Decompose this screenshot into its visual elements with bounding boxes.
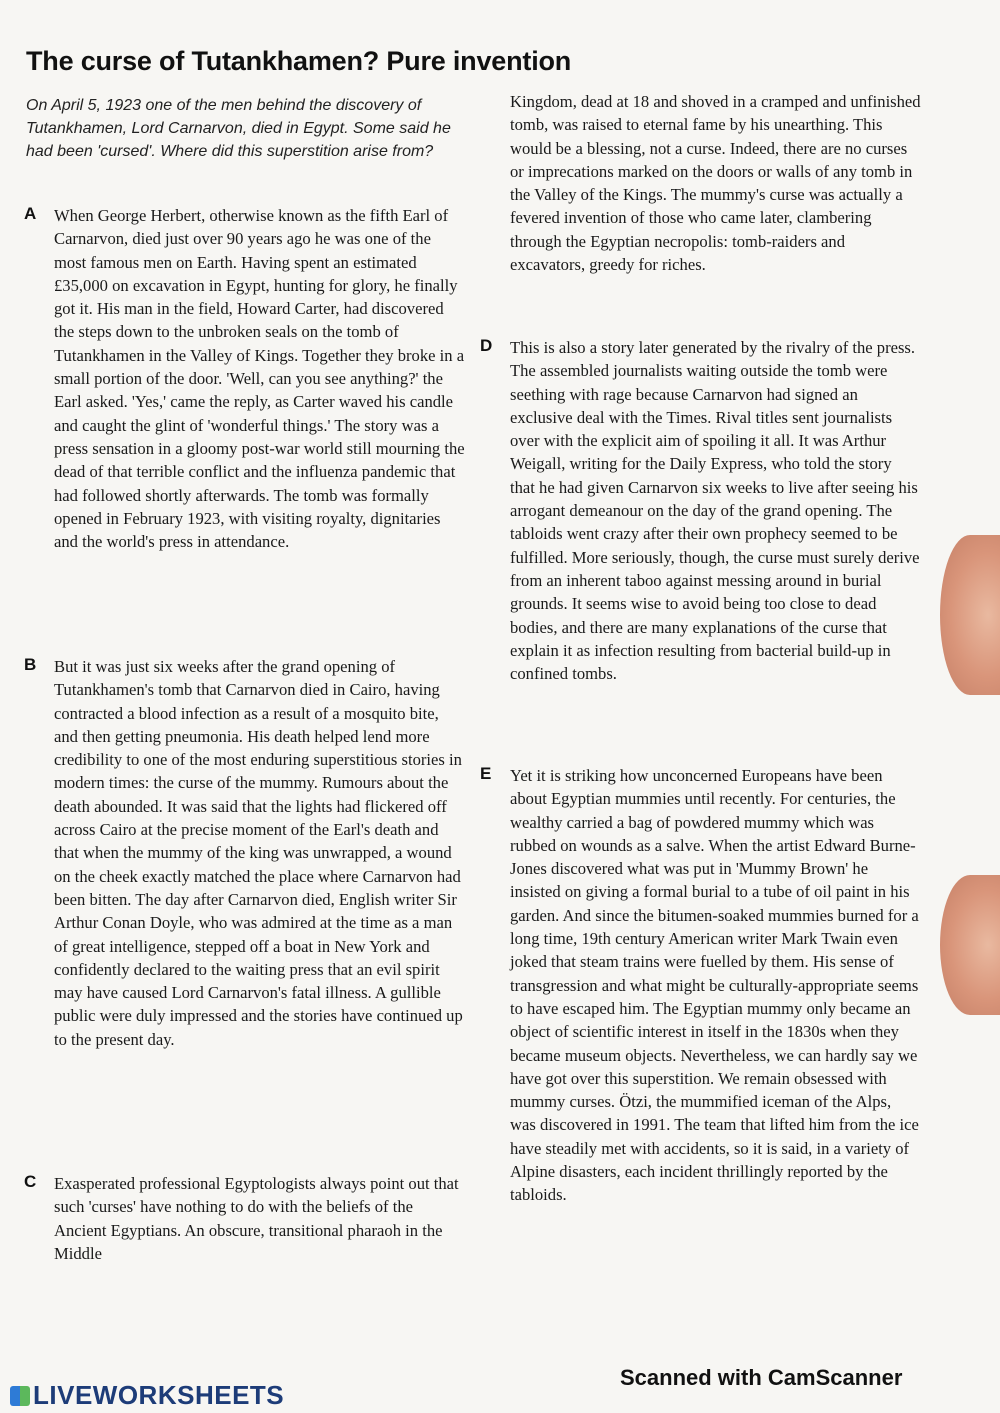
paragraph-text: Exasperated professional Egyptologists always point out that such 'curses' have nothing to do with the beliefs of the Ancient Egyptians. An obscure, transitional pharaoh in the Middle — [54, 1174, 459, 1263]
paragraph-text: Yet it is striking how unconcerned Europeans have been about Egyptian mummies until recently. For centuries, the wealthy carried a bag of powdered mummy which was rubbed on wounds as a salve. When the artist Edward Burne-Jones discovered what was put in 'Mummy Brown' he insisted on giving a formal burial to a tube of oil paint in his garden. And since the bitumen-soaked mummies burned for a long time, 19th century American writer Mark Twain even joked that steam trains were fuelled by them. His sense of transgression and what might be culturally-appropriate seems to have escaped him. The Egyptian mummy only became an object of scientific interest in itself in the 1830s when they became museum objects. Nevertheless, we can hardly say we have got over this superstition. We remain obsessed with mummy curses. Ötzi, the mummified iceman of the Alps, was discovered in 1991. The team that lifted him from the ice have steadily met with accidents, so it is said, in a variety of Alpine disasters, each incident thrillingly reported by the tabloids. — [510, 766, 919, 1205]
paragraph-letter: D — [480, 336, 493, 355]
paragraph-letter: B — [24, 655, 37, 674]
paragraph-text: This is also a story later generated by the rivalry of the press. The assembled journalists waiting outside the tomb were seething with rage because Carnarvon had signed an exclusive deal with the Times. Rival titles sent journalists over with the explicit aim of spoiling it all. It was Arthur Weigall, writing for the Daily Express, who told the story that he had given Carnarvon six weeks to live after seeing his arrogant demeanour on the day of the grand opening. The tabloids went crazy after their own prophecy seemed to be fulfilled. More seriously, though, the curse must surely derive from an inherent taboo against messing around in burial grounds. It seems wise to avoid being too close to dead bodies, and there are many explanations of the curse that explain it as infection resulting from bacterial build-up in confined tombs. — [510, 338, 920, 684]
liveworksheets-logo-icon — [10, 1386, 30, 1406]
paragraph-letter: C — [24, 1172, 37, 1191]
paragraph-text: When George Herbert, otherwise known as the fifth Earl of Carnarvon, died just over 90 years ago he was one of the most famous men on Earth. Having spent an estimated £35,000 on excavation in Egypt, hunting for glory, he finally got it. His man in the field, Howard Carter, had discovered the steps down to the unbroken seals on the tomb of Tutankhamen in the Valley of Kings. Together they broke in a small portion of the door. 'Well, can you see anything?' the Earl asked. 'Yes,' came the reply, as Carter waved his candle and caught the glint of 'wonderful things.' The story was a press sensation in a gloomy post-war world still mourning the dead of that terrible conflict and the influenza pandemic that had followed shortly afterwards. The tomb was formally opened in February 1923, with visiting royalty, dignitaries and the world's press in attendance. — [54, 206, 465, 552]
paragraph-letter: E — [480, 764, 492, 783]
paragraph-text: But it was just six weeks after the grand opening of Tutankhamen's tomb that Carnarvon died in Cairo, having contracted a blood infection as a result of a mosquito bite, and then getting pneumonia. His death helped lend more credibility to one of the most enduring superstitious stories in modern times: the curse of the mummy. Rumours about the death abounded. It was said that the lights had flickered off across Cairo at the precise moment of the Earl's death and that when the mummy of the king was unwrapped, a wound on the cheek exactly matched the place where Carnarvon had been bitten. The day after Carnarvon died, English writer Sir Arthur Conan Doyle, who was admired at the time as a man of great intelligence, stepped off a boat in New York and confidently declared to the waiting press that an evil spirit may have caused Lord Carnarvon's fatal illness. A gullible public were duly impressed and the stories have continued up to the present day. — [54, 657, 463, 1049]
article-title: The curse of Tutankhamen? Pure invention — [26, 46, 572, 76]
brand-label: LIVEWORKSHEETS — [33, 1380, 285, 1410]
scanner-watermark: Scanned with CamScanner — [620, 1365, 903, 1390]
liveworksheets-logo — [10, 1380, 284, 1411]
scanner-thumb-bottom — [940, 875, 1000, 1015]
paragraph-letter: A — [24, 204, 37, 223]
article-intro: On April 5, 1923 one of the men behind the discovery of Tutankhamen, Lord Carnarvon, died in Egypt. Some said he had been 'cursed'. Where did this superstition arise from? — [26, 97, 451, 160]
paragraph-text: Kingdom, dead at 18 and shoved in a cramped and unfinished tomb, was raised to eternal fame by his unearthing. This would be a blessing, not a curse. Indeed, there are no curses or imprecations marked on the doors or walls of any tomb in the Valley of the Kings. The mummy's curse was actually a fevered invention of those who came later, clambering through the Egyptian necropolis: tomb-raiders and excavators, greedy for riches. — [510, 92, 921, 275]
scanner-thumb-top — [940, 535, 1000, 695]
